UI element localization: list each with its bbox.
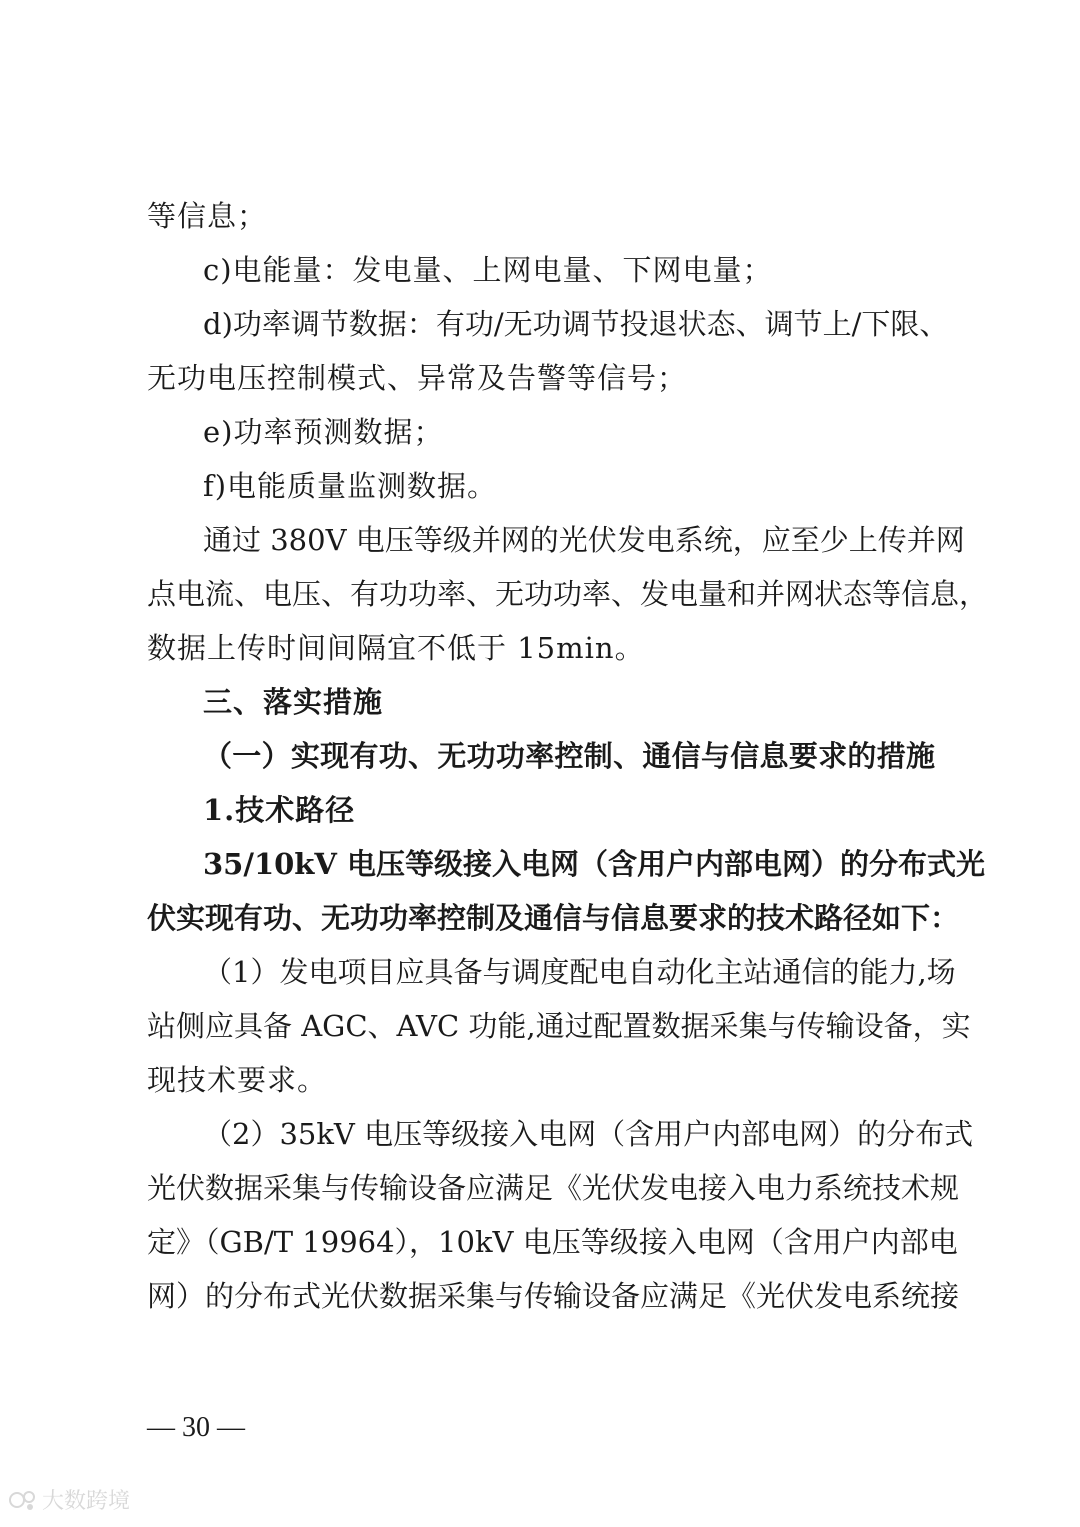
text-line: （2）35kV 电压等级接入电网（含用户内部电网）的分布式 (203, 1117, 974, 1151)
text-line: 数据上传时间间隔宜不低于 15min。 (147, 631, 645, 665)
subsection-heading: 1.技术路径 (203, 793, 356, 827)
text-line: f)电能质量监测数据。 (203, 469, 498, 503)
text-line: 点电流、电压、有功功率、无功功率、发电量和并网状态等信息， (147, 577, 989, 611)
text-line: 站侧应具备 AGC、AVC 功能,通过配置数据采集与传输设备，实 (147, 1009, 971, 1043)
watermark-logo-icon (8, 1487, 38, 1513)
text-line: 现技术要求。 (147, 1063, 328, 1097)
section-heading: 三、落实措施 (203, 685, 384, 719)
page-number: — 30 — (147, 1412, 245, 1443)
text-line: 通过 380V 电压等级并网的光伏发电系统，应至少上传并网 (203, 523, 965, 557)
text-line: 35/10kV 电压等级接入电网（含用户内部电网）的分布式光 (203, 847, 985, 881)
subsection-heading: （一）实现有功、无功功率控制、通信与信息要求的措施 (203, 739, 935, 773)
text-line: 网）的分布式光伏数据采集与传输设备应满足《光伏发电系统接 (147, 1279, 960, 1313)
watermark-text: 大数跨境 (42, 1489, 131, 1514)
text-line: d)功率调节数据：有功/无功调节投退状态、调节上/下限、 (203, 307, 949, 341)
text-line: 定》（GB/T 19964），10kV 电压等级接入电网（含用户内部电 (147, 1225, 958, 1259)
watermark (8, 1484, 130, 1515)
text-line: c)电能量：发电量、上网电量、下网电量； (203, 253, 773, 287)
text-line: 等信息； (147, 199, 268, 233)
text-line: 无功电压控制模式、异常及告警等信号； (147, 361, 688, 395)
text-line: e)功率预测数据； (203, 415, 444, 449)
text-line: 伏实现有功、无功功率控制及通信与信息要求的技术路径如下： (147, 901, 960, 935)
text-line: （1）发电项目应具备与调度配电自动化主站通信的能力,场 (203, 955, 956, 989)
text-line: 光伏数据采集与传输设备应满足《光伏发电接入电力系统技术规 (147, 1171, 960, 1205)
